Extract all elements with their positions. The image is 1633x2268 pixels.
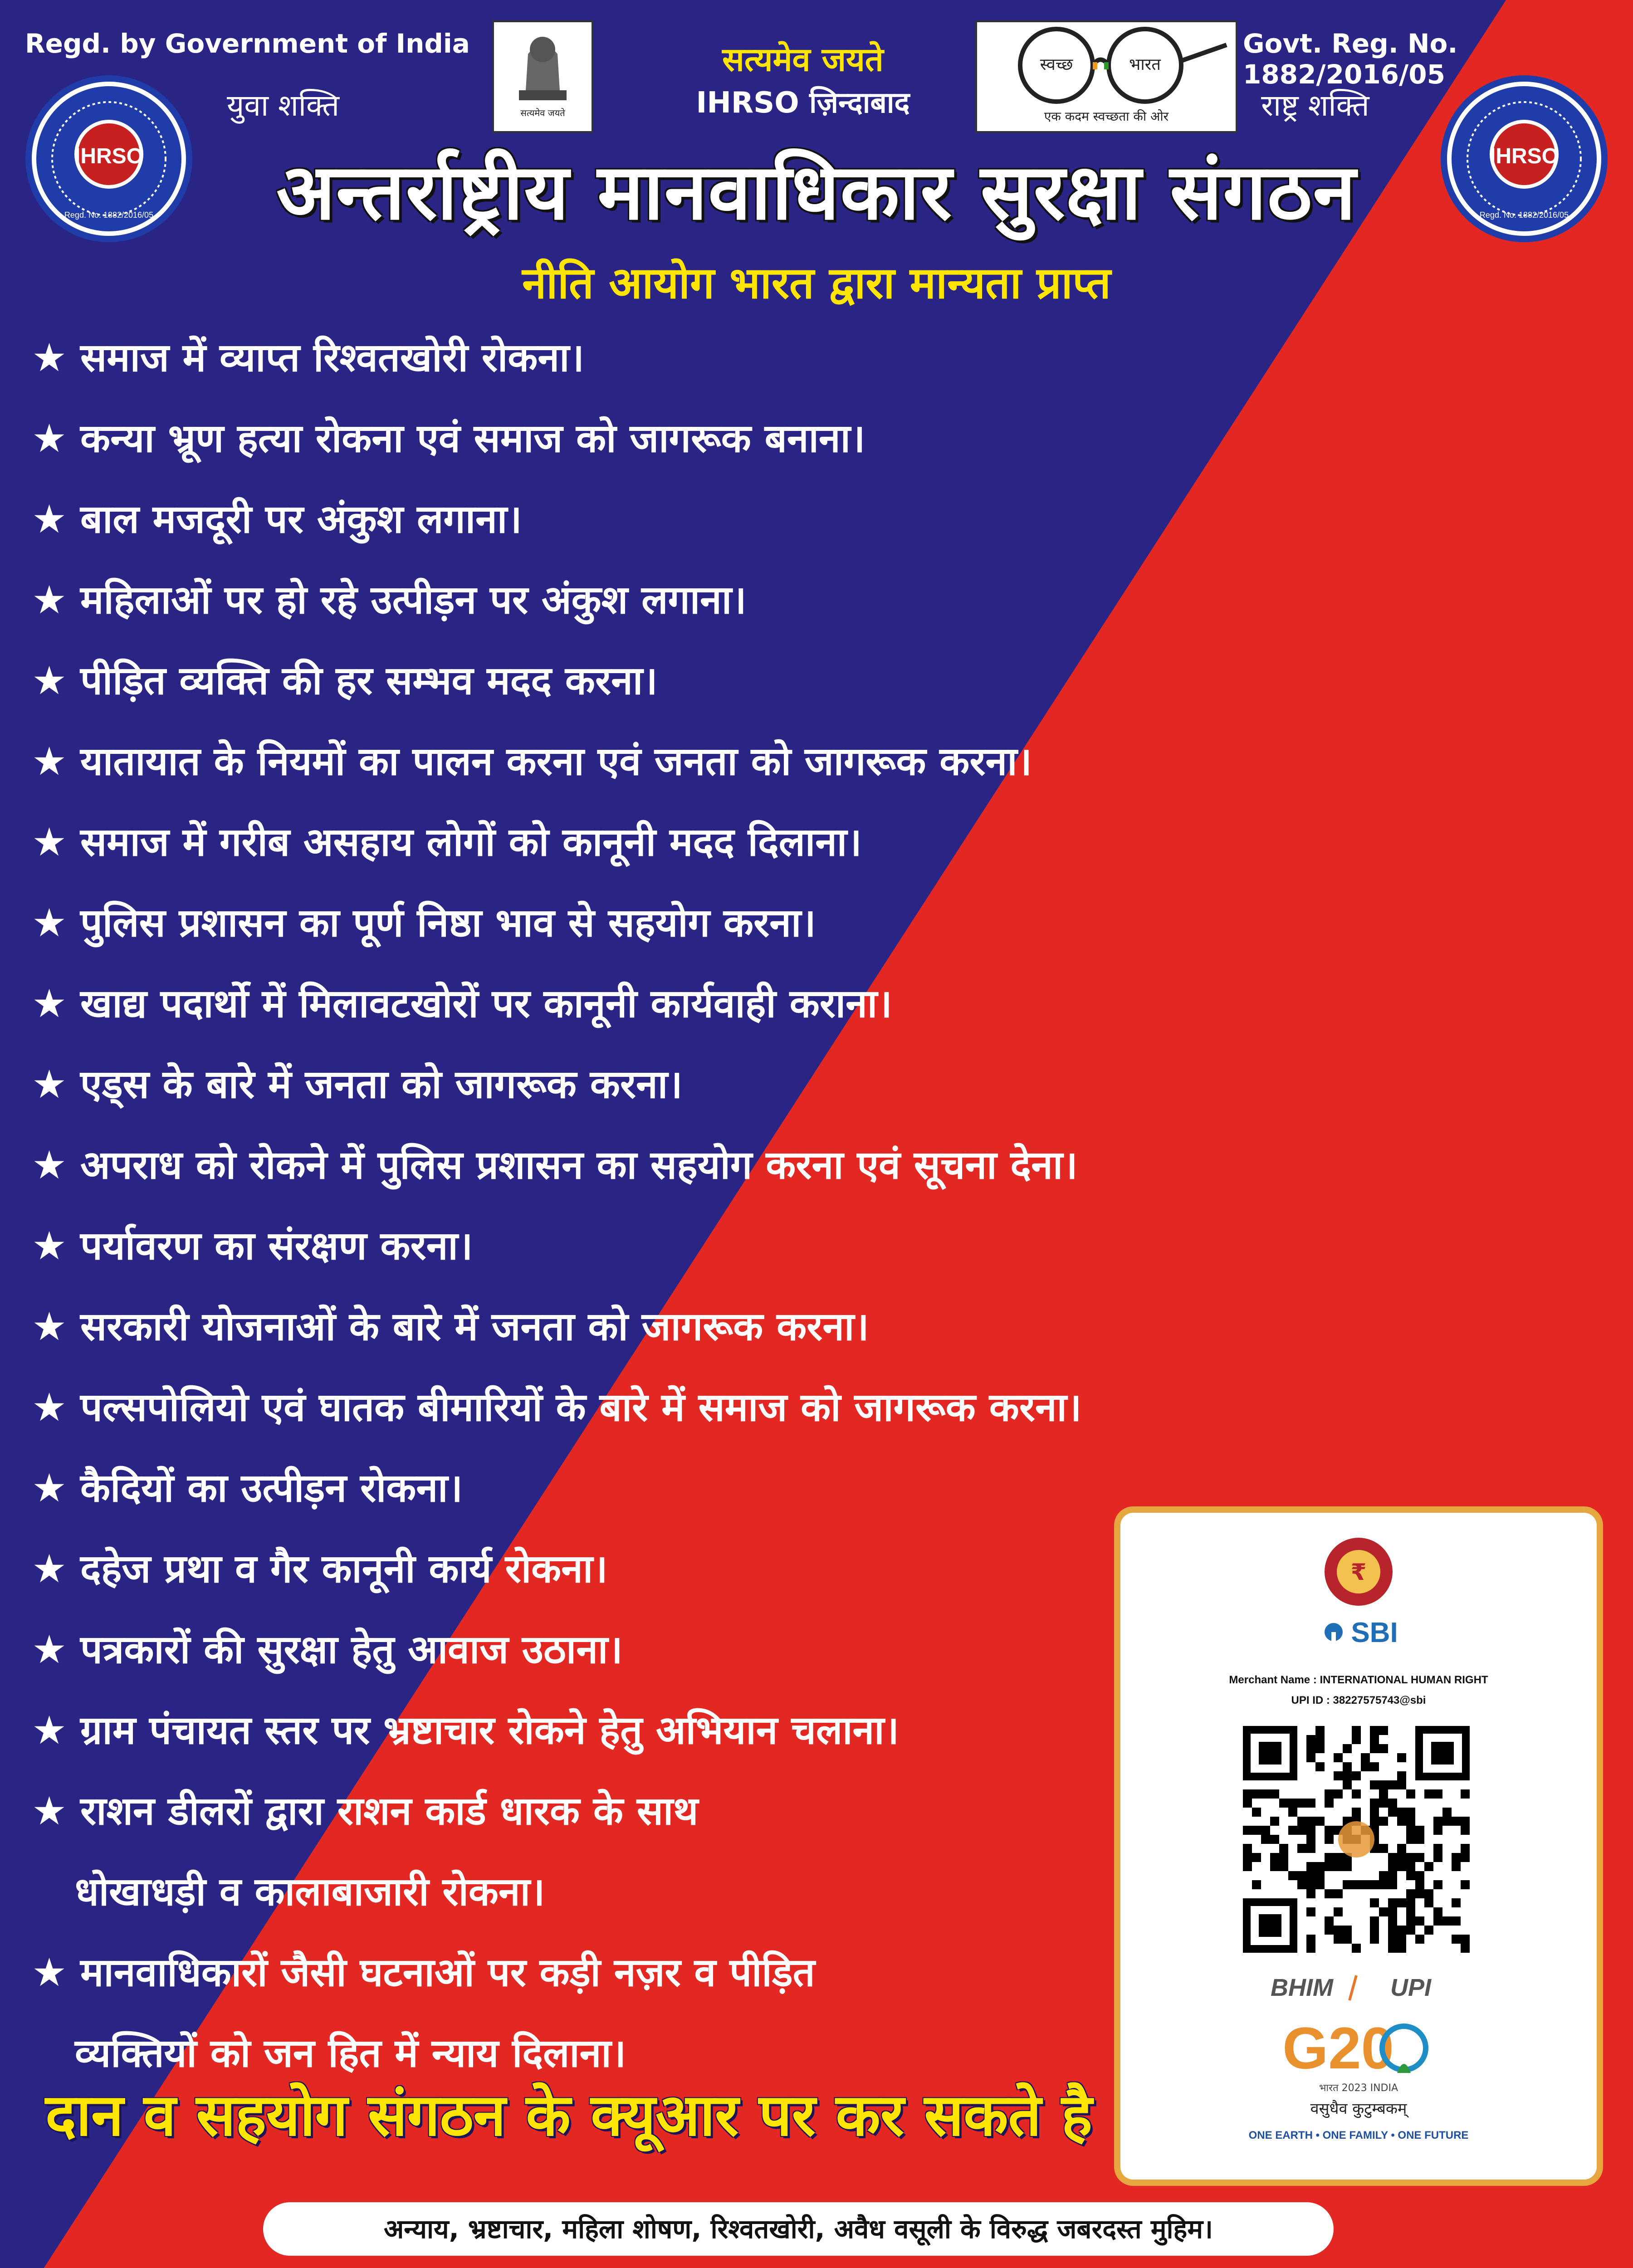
objective-item: ★ कैदियों का उत्पीड़न रोकना। <box>32 1466 463 1511</box>
campaign-banner: अन्याय, भ्रष्टाचार, महिला शोषण, रिश्वतखोरी, अवैध वसूली के विरुद्ध जबरदस्त मुहिम। <box>263 2202 1334 2256</box>
objective-item: ★ महिलाओं पर हो रहे उत्पीड़न पर अंकुश लगाना। <box>32 577 747 623</box>
swachh-bharat-glasses-icon <box>977 22 1236 104</box>
objective-item: ★ पत्रकारों की सुरक्षा हेतु आवाज उठाना। <box>32 1627 623 1672</box>
one-earth-label: ONE EARTH • ONE FAMILY • ONE FUTURE <box>1248 2129 1469 2141</box>
objective-item: ★ ग्राम पंचायत स्तर पर भ्रष्टाचार रोकने हेतु अभियान चलाना। <box>32 1708 900 1753</box>
rashtra-shakti-text: राष्ट्र शक्ति <box>1261 88 1369 123</box>
objective-item: ★ राशन डीलरों द्वारा राशन कार्ड धारक के साथ <box>32 1789 699 1834</box>
svg-text:Regd. No. 1882/2016/05: Regd. No. 1882/2016/05 <box>64 210 154 220</box>
svg-text:₹: ₹ <box>1350 1559 1367 1585</box>
objective-item: ★ पुलिस प्रशासन का पूर्ण निष्ठा भाव से सहयोग करना। <box>32 900 816 946</box>
ashoka-emblem-icon <box>494 22 592 113</box>
qr-payment-card <box>1120 1513 1597 2180</box>
objective-item: ★ एड्स के बारे में जनता को जागरूक करना। <box>32 1062 683 1107</box>
national-emblem-box <box>492 20 593 133</box>
objective-item: ★ समाज में व्याप्त रिश्वतखोरी रोकना। <box>32 335 584 381</box>
emblem-caption: सत्यमेव जयते <box>520 108 565 118</box>
swachh-right-label: भारत <box>1129 55 1161 74</box>
vasudhaiva-label: वसुधैव कुटुम्बकम् <box>1310 2100 1407 2118</box>
objective-item: ★ समाज में गरीब असहाय लोगों को कानूनी मदद दिलाना। <box>32 820 862 865</box>
swachh-bharat-box <box>975 20 1237 133</box>
ihrso-seal-icon <box>36 86 181 231</box>
objective-item-continuation: व्यक्तियों को जन हित में न्याय दिलाना। <box>75 2031 626 2076</box>
objective-item: ★ पर्यावरण का संरक्षण करना। <box>32 1223 473 1269</box>
objective-item: ★ खाद्य पदार्थो में मिलावटखोरों पर कानूनी कार्यवाही कराना। <box>32 981 892 1026</box>
yuva-shakti-text: युवा शक्ति <box>227 88 340 123</box>
ihrso-logo-right <box>1447 82 1601 236</box>
objective-item: ★ बाल मजदूरी पर अंकुश लगाना। <box>32 497 522 542</box>
objective-item: ★ यातायात के नियमों का पालन करना एवं जनता को जागरूक करना। <box>32 739 1032 784</box>
objective-item: ★ पीड़ित व्यक्ति की हर सम्भव मदद करना। <box>32 658 658 704</box>
sbi-label: SBI <box>1351 1617 1398 1648</box>
objective-item: ★ दहेज प्रथा व गैर कानूनी कार्य रोकना। <box>32 1546 608 1592</box>
swachh-left-label: स्वच्छ <box>1040 55 1073 74</box>
svg-text:IHRSO: IHRSO <box>74 144 144 168</box>
qr-code-icon <box>1243 1726 1470 1953</box>
objective-item: ★ पल्सपोलियो एवं घातक बीमारियों के बारे में समाज को जागरूक करना। <box>32 1385 1082 1430</box>
merchant-name-text: Merchant Name : INTERNATIONAL HUMAN RIGHT <box>1229 1674 1488 1686</box>
bhim-label: BHIM <box>1271 1974 1333 2001</box>
ihrso-zindabad-text: IHRSO ज़िन्दाबाद <box>696 86 910 120</box>
satyamev-jayate-text: सत्यमेव जयते <box>722 40 884 78</box>
donation-cta-text: दान व सहयोग संगठन के क्यूआर पर कर सकते है <box>45 2082 1093 2149</box>
upi-label: UPI <box>1390 1974 1432 2001</box>
ihrso-seal-icon <box>1452 86 1597 231</box>
upi-id-text: UPI ID : 38227575743@sbi <box>1291 1694 1426 1706</box>
govt-reg-number-text: Govt. Reg. No. 1882/2016/05 <box>1243 28 1458 90</box>
niti-aayog-subtitle: नीति आयोग भारत द्वारा मान्यता प्राप्त <box>522 258 1111 308</box>
svg-text:IHRSO: IHRSO <box>1489 144 1559 168</box>
g20-year-label: भारत 2023 INDIA <box>1319 2082 1398 2094</box>
svg-text:Regd. No. 1882/2016/05: Regd. No. 1882/2016/05 <box>1479 210 1569 220</box>
objective-item: ★ अपराध को रोकने में पुलिस प्रशासन का सहयोग करना एवं सूचना देना। <box>32 1143 1078 1188</box>
objective-item: ★ कन्या भ्रूण हत्या रोकना एवं समाज को जागरूक बनाना। <box>32 416 865 461</box>
objective-item-continuation: धोखाधड़ी व कालाबाजारी रोकना। <box>75 1869 545 1915</box>
regd-by-govt-text: Regd. by Government of India <box>25 28 470 59</box>
swachh-caption: एक कदम स्वच्छता की ओर <box>1044 109 1169 124</box>
organization-title: अन्तर्राष्ट्रीय मानवाधिकार सुरक्षा संगठन <box>276 147 1357 237</box>
g20-label: G20 <box>1282 2015 1394 2081</box>
objectives-list <box>32 318 1166 2094</box>
objective-item: ★ सरकारी योजनाओं के बारे में जनता को जागरूक करना। <box>32 1304 869 1349</box>
qr-card-graphics <box>1120 1513 1597 2180</box>
objective-item: ★ मानवाधिकारों जैसी घटनाओं पर कड़ी नज़र व पीड़ित <box>32 1950 815 1995</box>
ihrso-logo-left <box>32 82 186 236</box>
